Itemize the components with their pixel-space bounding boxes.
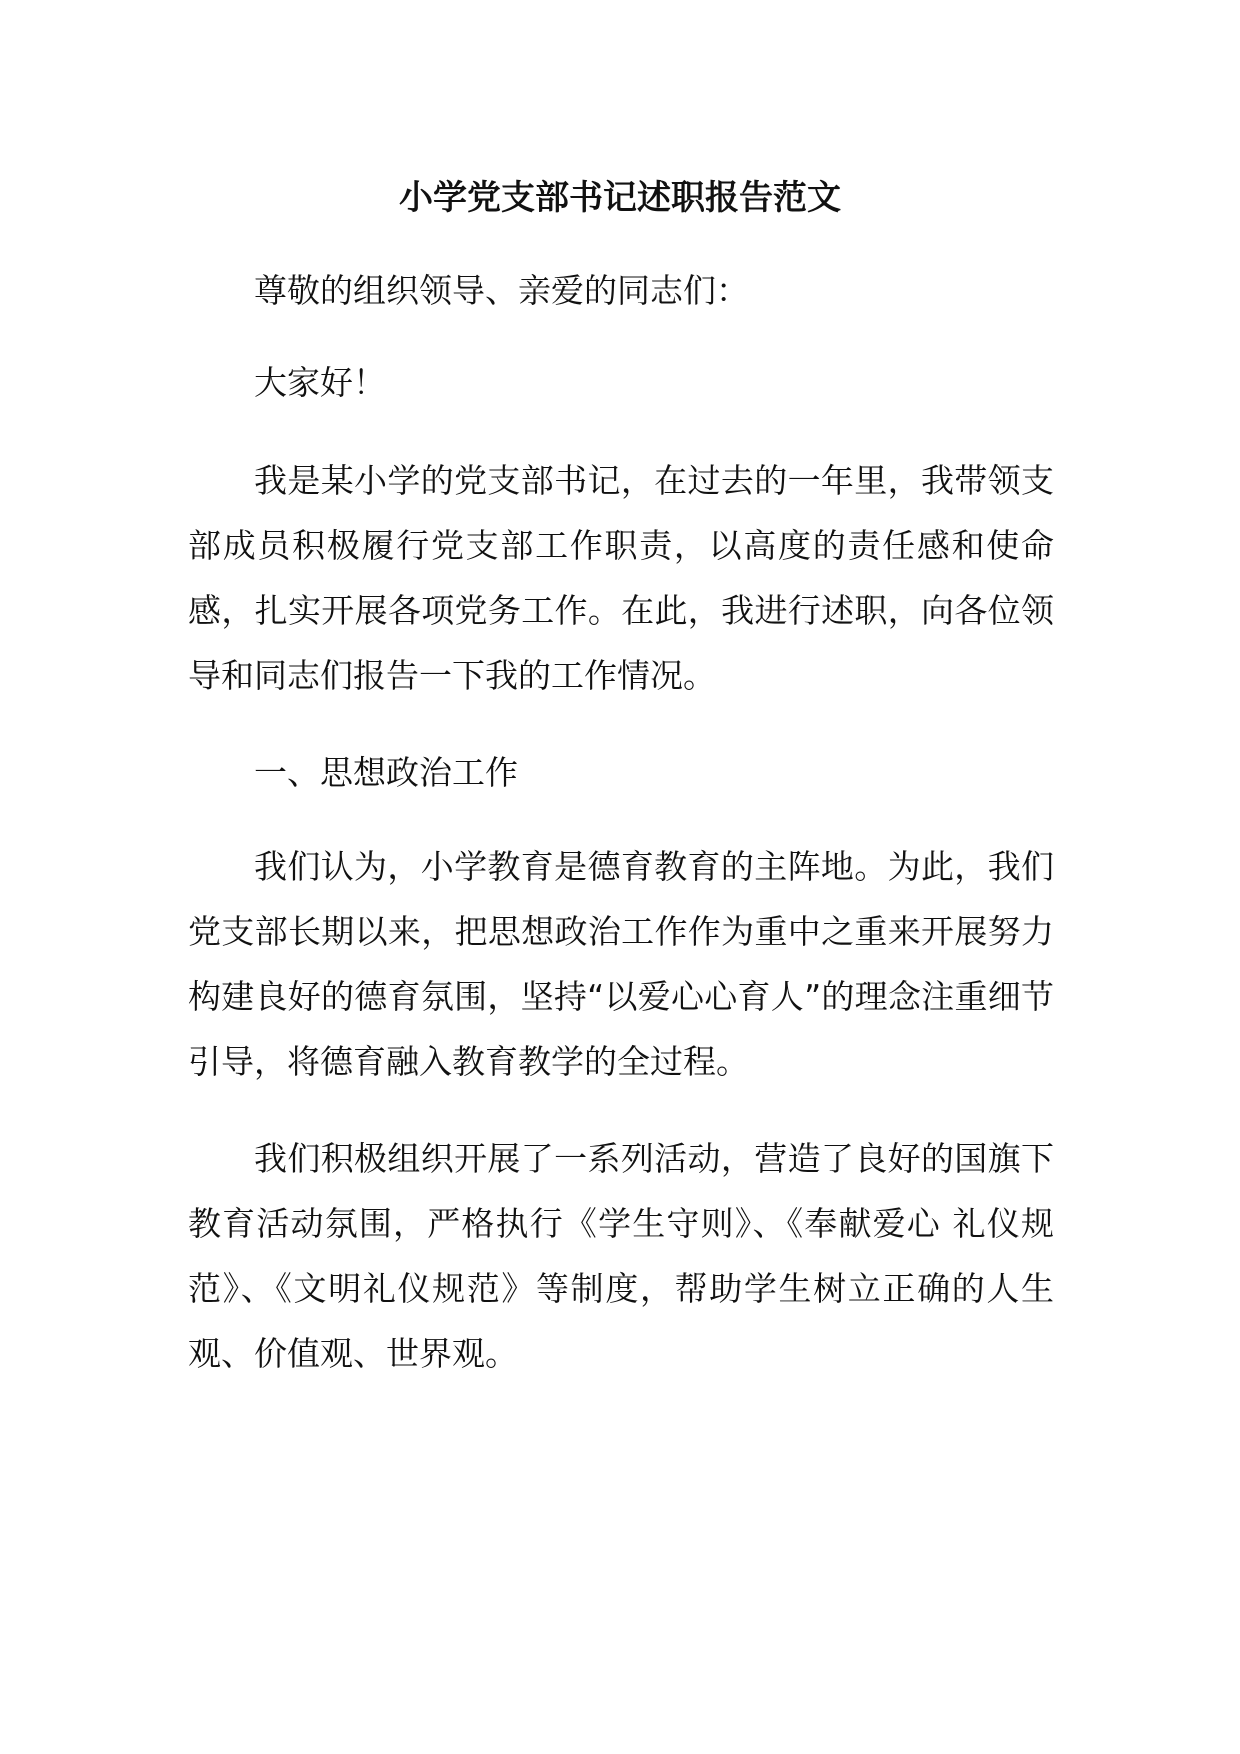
section-paragraph-2: 我们积极组织开展了一系列活动，营造了良好的国旗下教育活动氛围，严格执行《学生守则》、《奉献爱心 礼仪规范》、《文明礼仪规范》等制度，帮助学生树立正确的人生观、价值观、世界观。: [188, 1139, 1054, 1373]
intro-paragraph: 我是某小学的党支部书记，在过去的一年里，我带领支部成员积极履行党支部工作职责，以高度的责任感和使命感，扎实开展各项党务工作。在此，我进行述职，向各位领导和同志们报告一下我的工作情况。: [188, 461, 1054, 695]
section-heading: 一、思想政治工作: [254, 753, 518, 792]
document-title: 小学党支部书记述职报告范文: [399, 178, 841, 218]
salutation-paragraph: 尊敬的组织领导、亲爱的同志们：: [254, 271, 749, 310]
section-paragraph-1: 我们认为，小学教育是德育教育的主阵地。为此，我们党支部长期以来，把思想政治工作作为重中之重来开展努力构建良好的德育氛围，坚持“以爱心心育人”的理念注重细节引导，将德育融入教育教学的全过程。: [188, 847, 1054, 1081]
greeting-paragraph: 大家好！: [254, 363, 386, 402]
